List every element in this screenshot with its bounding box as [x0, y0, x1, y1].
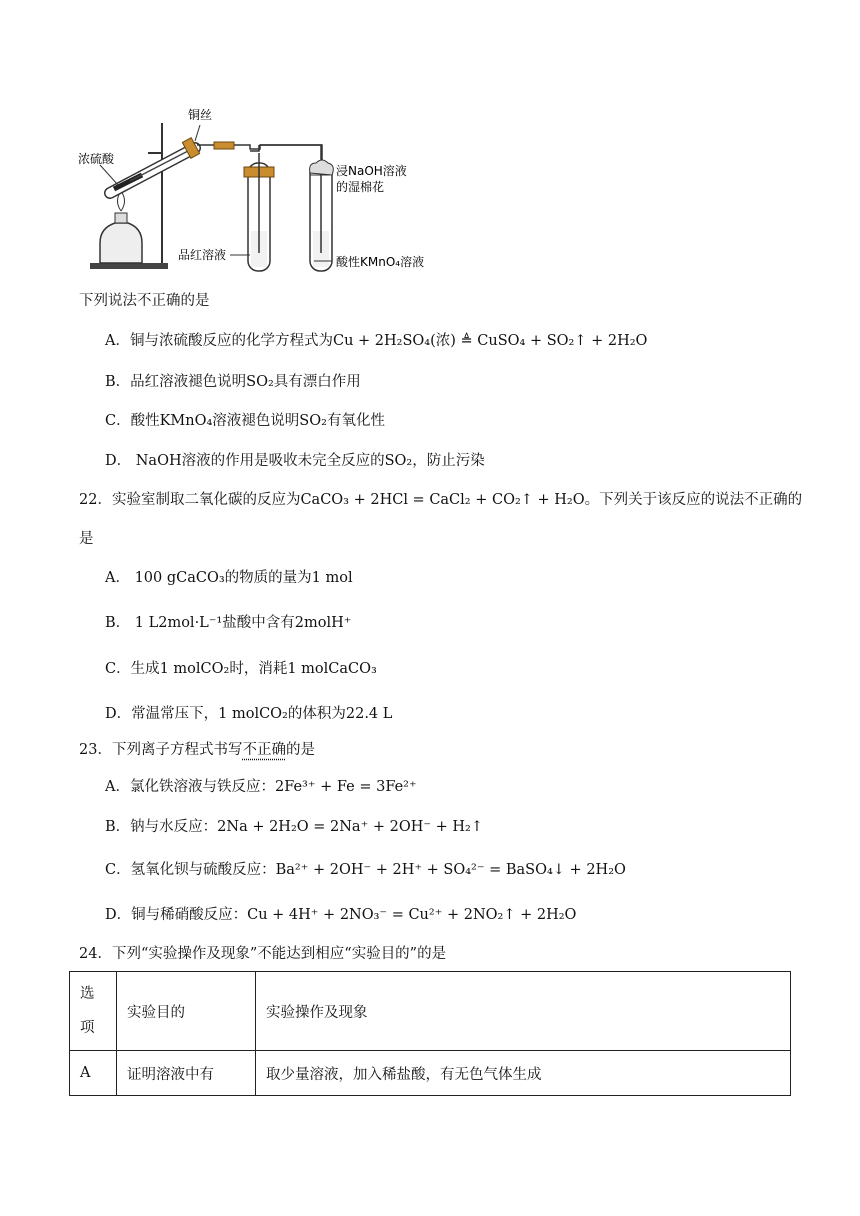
q21-option-d[interactable]: D． NaOH溶液的作用是吸收未完全反应的SO₂，防止污染 [105, 453, 485, 469]
q23-option-b[interactable] [105, 817, 483, 837]
q21-option-c[interactable]: C．酸性KMnO₄溶液褪色说明SO₂有氧化性 [105, 413, 385, 429]
q24-table [69, 971, 791, 1096]
q23-option-b-equation: 2Na + 2H₂O = 2Na⁺ + 2OH⁻ + H₂↑ [217, 819, 483, 835]
q23-option-a-prefix: A．氯化铁溶液与铁反应： [105, 779, 275, 795]
q21-option-a[interactable] [105, 331, 647, 351]
q23-option-c-prefix: C．氢氧化钡与硫酸反应： [105, 862, 276, 878]
pinhong-tube [244, 145, 274, 271]
stand-base [90, 263, 168, 269]
label-conc-acid: 浓硫酸 [78, 152, 115, 166]
header-operation: 实验操作及现象 [256, 972, 791, 1051]
q22-option-d[interactable]: D．常温常压下，1 molCO₂的体积为22.4 L [105, 706, 393, 722]
q22-stem-line1: 22．实验室制取二氧化碳的反应为CaCO₃ + 2HCl = CaCl₂ + CO₂↑ + H₂O。下列关于该反应的说法不正确的 [79, 492, 803, 508]
q23-option-a-equation: 2Fe³⁺ + Fe = 3Fe²⁺ [274, 779, 417, 795]
table-header-row [70, 972, 791, 1051]
label-kmno4: 酸性KMnO₄溶液 [336, 255, 425, 269]
q21-option-b[interactable]: B．品红溶液褪色说明SO₂具有漂白作用 [105, 374, 361, 390]
q23-stem-emphasis: 不正确 [242, 742, 286, 758]
q22-option-a[interactable]: A． 100 gCaCO₃的物质的量为1 mol [105, 570, 353, 586]
q23-option-d[interactable] [105, 905, 576, 925]
q21-option-a-equation: Cu + 2H₂SO₄(浓) ≜ CuSO₄ + SO₂↑ + 2H₂O [332, 333, 648, 349]
q23-option-d-equation: Cu + 4H⁺ + 2NO₃⁻ = Cu²⁺ + 2NO₂↑ + 2H₂O [247, 907, 577, 923]
alcohol-lamp [100, 223, 142, 263]
label-naoh-cotton-1: 浸NaOH溶液 [336, 164, 407, 178]
row-option: A [70, 1051, 117, 1096]
header-option-line1: 选 [80, 986, 95, 1002]
q23-stem-prefix: 23．下列离子方程式书写 [79, 742, 243, 758]
header-option [70, 972, 117, 1051]
table-row [70, 1051, 791, 1096]
header-option-line2: 项 [80, 1020, 95, 1036]
q23-option-a[interactable] [105, 777, 417, 797]
q23-stem [79, 740, 315, 760]
q23-option-c[interactable] [105, 860, 626, 880]
kmno4-tube [310, 145, 334, 271]
header-purpose: 实验目的 [117, 972, 256, 1051]
label-pinhong: 品红溶液 [178, 248, 227, 262]
q24-stem: 24．下列“实验操作及现象”不能达到相应“实验目的”的是 [79, 946, 447, 962]
q22-option-b[interactable]: B． 1 L2mol·L⁻¹盐酸中含有2molH⁺ [105, 615, 352, 631]
label-naoh-cotton-2: 的湿棉花 [336, 180, 385, 194]
apparatus-figure [70, 103, 530, 283]
row-operation: 取少量溶液，加入稀盐酸，有无色气体生成 [256, 1051, 791, 1096]
reaction-tube [110, 138, 200, 193]
q22-stem-line2: 是 [79, 531, 94, 547]
q23-option-c-equation: Ba²⁺ + 2OH⁻ + 2H⁺ + SO₄²⁻ = BaSO₄↓ + 2H₂O [275, 862, 626, 878]
q22-option-c[interactable]: C．生成1 molCO₂时，消耗1 molCaCO₃ [105, 661, 377, 677]
q23-stem-suffix: 的是 [285, 742, 315, 758]
q23-option-b-prefix: B．钠与水反应： [105, 819, 218, 835]
q21-option-a-prefix: A．铜与浓硫酸反应的化学方程式为 [105, 333, 333, 349]
row-purpose: 证明溶液中有 [117, 1051, 256, 1096]
cotton [310, 160, 334, 175]
q21-stem: 下列说法不正确的是 [79, 293, 210, 309]
q23-option-d-prefix: D．铜与稀硝酸反应： [105, 907, 248, 923]
label-copper-wire: 铜丝 [188, 108, 213, 122]
